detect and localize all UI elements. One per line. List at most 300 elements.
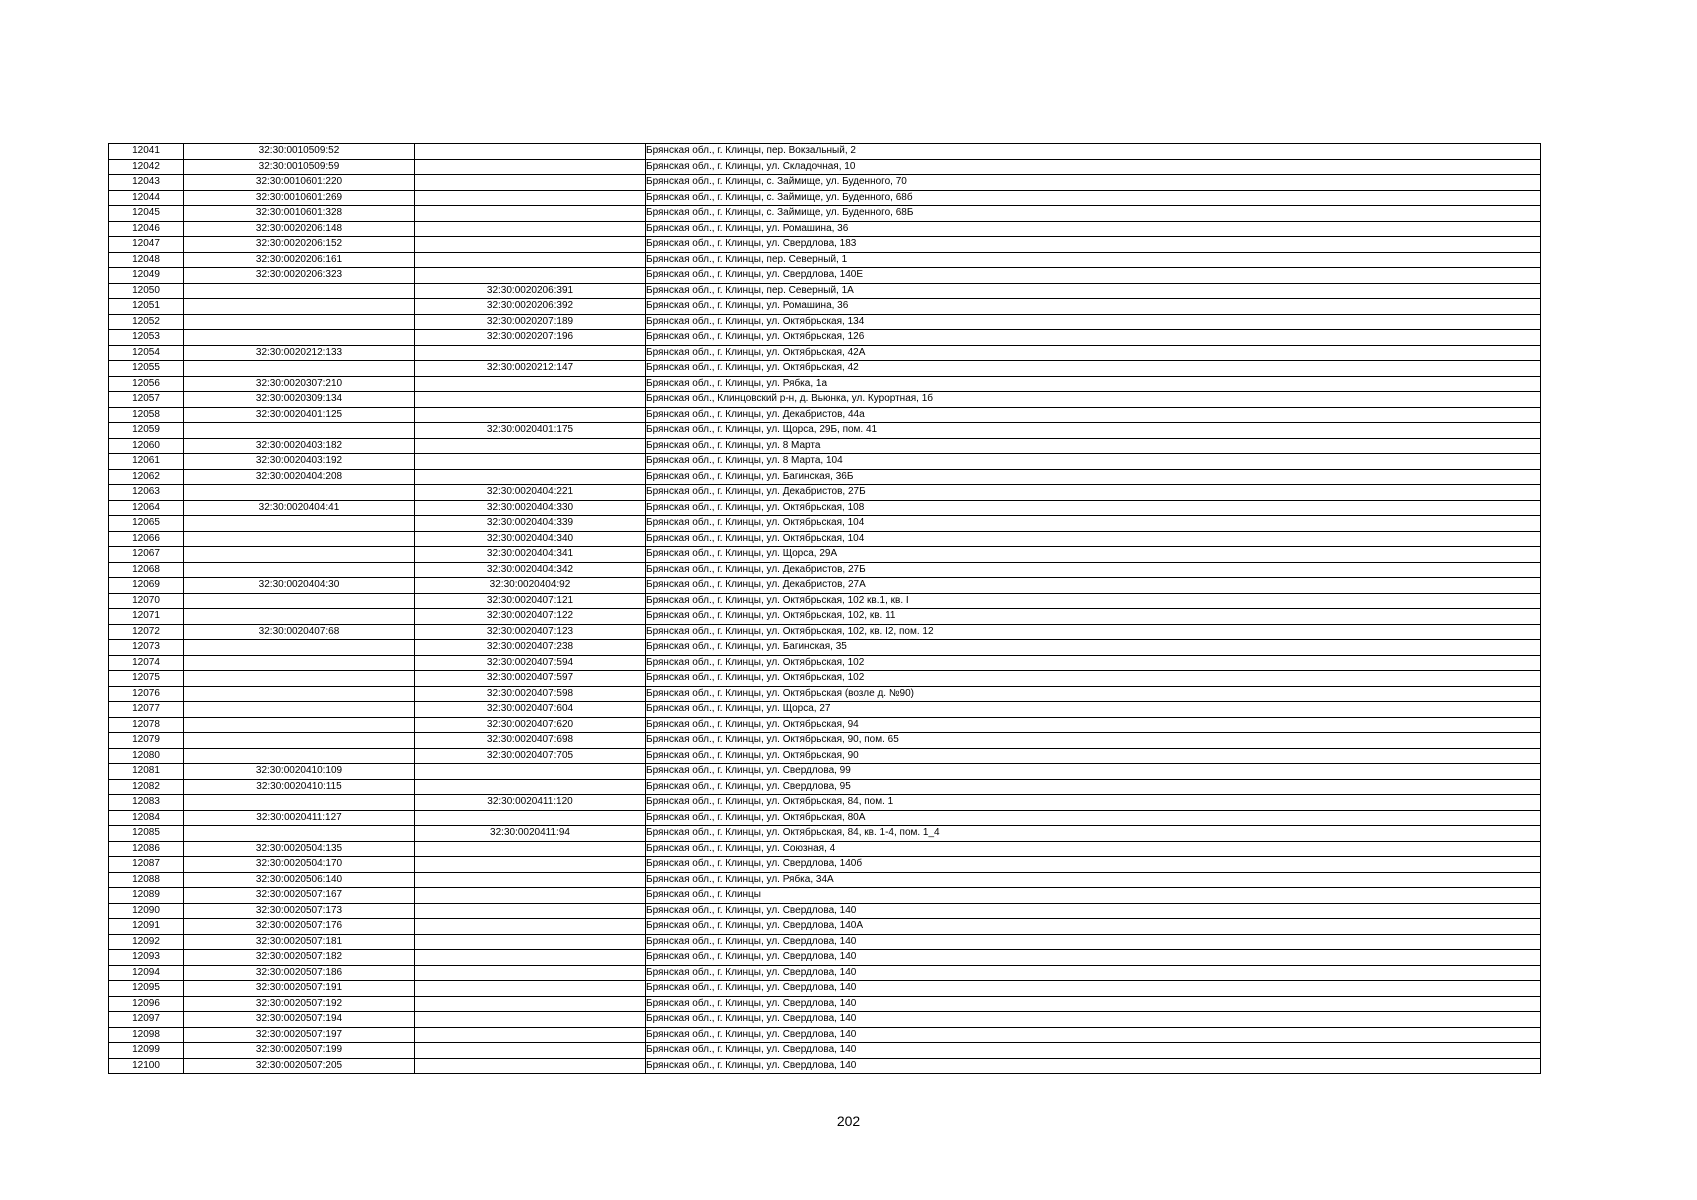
- cadastral-number-alt-cell: [415, 779, 646, 795]
- cadastral-number-alt-cell: [415, 857, 646, 873]
- address-cell: Брянская обл., г. Клинцы, ул. Багинская, 36Б: [646, 469, 1541, 485]
- table-row: [109, 516, 1541, 532]
- table-row: [109, 810, 1541, 826]
- address-cell: Брянская обл., г. Клинцы, ул. Декабристов, 27Б: [646, 562, 1541, 578]
- cadastral-number-cell: [184, 531, 415, 547]
- address-cell: Брянская обл., г. Клинцы, ул. Октябрьская, 102, кв. 11: [646, 609, 1541, 625]
- address-cell: Брянская обл., г. Клинцы, ул. Октябрьская, 90, пом. 65: [646, 733, 1541, 749]
- cadastral-number-alt-cell: [415, 206, 646, 222]
- cadastral-number-alt-cell: 32:30:0020404:221: [415, 485, 646, 501]
- table-row: [109, 857, 1541, 873]
- cadastral-number-cell: 32:30:0020507:182: [184, 950, 415, 966]
- address-cell: Брянская обл., г. Клинцы, ул. Октябрьская, 42А: [646, 345, 1541, 361]
- table-row: [109, 190, 1541, 206]
- cadastral-number-cell: 32:30:0020507:205: [184, 1058, 415, 1074]
- row-number-cell: 12056: [109, 376, 184, 392]
- row-number-cell: 12070: [109, 593, 184, 609]
- table-row: [109, 655, 1541, 671]
- cadastral-number-alt-cell: [415, 376, 646, 392]
- table-row: [109, 314, 1541, 330]
- cadastral-number-alt-cell: [415, 1027, 646, 1043]
- cadastral-number-cell: 32:30:0020507:181: [184, 934, 415, 950]
- address-cell: Брянская обл., г. Клинцы, ул. Октябрьская, 102: [646, 655, 1541, 671]
- row-number-cell: 12100: [109, 1058, 184, 1074]
- address-cell: Брянская обл., г. Клинцы, ул. Октябрьская, 42: [646, 361, 1541, 377]
- cadastral-number-cell: 32:30:0020507:191: [184, 981, 415, 997]
- cadastral-number-alt-cell: [415, 950, 646, 966]
- cadastral-number-alt-cell: [415, 407, 646, 423]
- cadastral-number-cell: 32:30:0010601:328: [184, 206, 415, 222]
- row-number-cell: 12071: [109, 609, 184, 625]
- cadastral-number-cell: 32:30:0020507:167: [184, 888, 415, 904]
- cadastral-number-alt-cell: 32:30:0020411:94: [415, 826, 646, 842]
- address-cell: Брянская обл., г. Клинцы, ул. Декабристов, 44а: [646, 407, 1541, 423]
- address-cell: Брянская обл., г. Клинцы, ул. Октябрьская, 108: [646, 500, 1541, 516]
- cadastral-number-cell: 32:30:0020404:30: [184, 578, 415, 594]
- table-row: [109, 702, 1541, 718]
- cadastral-number-cell: [184, 423, 415, 439]
- cadastral-number-alt-cell: 32:30:0020404:342: [415, 562, 646, 578]
- cadastral-number-alt-cell: 32:30:0020401:175: [415, 423, 646, 439]
- address-cell: Брянская обл., г. Клинцы, ул. Ромашина, 36: [646, 221, 1541, 237]
- cadastral-number-cell: 32:30:0010509:52: [184, 144, 415, 160]
- row-number-cell: 12042: [109, 159, 184, 175]
- row-number-cell: 12062: [109, 469, 184, 485]
- row-number-cell: 12080: [109, 748, 184, 764]
- cadastral-number-cell: 32:30:0020507:186: [184, 965, 415, 981]
- address-cell: Брянская обл., г. Клинцы, ул. Октябрьская, 102 кв.1, кв. I: [646, 593, 1541, 609]
- table-row: [109, 206, 1541, 222]
- cadastral-number-alt-cell: [415, 1012, 646, 1028]
- cadastral-number-cell: 32:30:0020404:208: [184, 469, 415, 485]
- row-number-cell: 12073: [109, 640, 184, 656]
- address-cell: Брянская обл., г. Клинцы, ул. Свердлова, 140: [646, 950, 1541, 966]
- cadastral-number-alt-cell: [415, 872, 646, 888]
- cadastral-number-alt-cell: 32:30:0020407:620: [415, 717, 646, 733]
- cadastral-number-cell: 32:30:0010601:269: [184, 190, 415, 206]
- table-row: [109, 841, 1541, 857]
- cadastral-number-cell: 32:30:0020403:182: [184, 438, 415, 454]
- cadastral-number-alt-cell: 32:30:0020407:123: [415, 624, 646, 640]
- table-row: [109, 934, 1541, 950]
- cadastral-number-cell: [184, 283, 415, 299]
- cadastral-number-cell: 32:30:0020206:152: [184, 237, 415, 253]
- address-cell: Брянская обл., г. Клинцы, ул. Свердлова, 140: [646, 996, 1541, 1012]
- table-row: [109, 268, 1541, 284]
- cadastral-number-cell: [184, 686, 415, 702]
- cadastral-number-alt-cell: [415, 1043, 646, 1059]
- address-cell: Брянская обл., г. Клинцы, ул. Октябрьская, 104: [646, 531, 1541, 547]
- cadastral-number-cell: [184, 717, 415, 733]
- cadastral-number-alt-cell: 32:30:0020407:121: [415, 593, 646, 609]
- cadastral-number-alt-cell: [415, 888, 646, 904]
- cadastral-number-cell: 32:30:0020404:41: [184, 500, 415, 516]
- cadastral-number-cell: [184, 547, 415, 563]
- row-number-cell: 12051: [109, 299, 184, 315]
- table-row: [109, 872, 1541, 888]
- property-register-table: [108, 143, 1541, 1074]
- cadastral-number-cell: 32:30:0020407:68: [184, 624, 415, 640]
- address-cell: Брянская обл., г. Клинцы, ул. Ромашина, 36: [646, 299, 1541, 315]
- cadastral-number-cell: 32:30:0020507:173: [184, 903, 415, 919]
- table-row: [109, 578, 1541, 594]
- address-cell: Брянская обл., г. Клинцы, ул. Свердлова, 140: [646, 965, 1541, 981]
- row-number-cell: 12077: [109, 702, 184, 718]
- address-cell: Брянская обл., г. Клинцы, ул. Рябка, 34А: [646, 872, 1541, 888]
- table-row: [109, 640, 1541, 656]
- row-number-cell: 12086: [109, 841, 184, 857]
- address-cell: Брянская обл., г. Клинцы, ул. Октябрьская, 102, кв. I2, пом. 12: [646, 624, 1541, 640]
- table-row: [109, 1012, 1541, 1028]
- address-cell: Брянская обл., г. Клинцы, ул. Октябрьская, 104: [646, 516, 1541, 532]
- row-number-cell: 12058: [109, 407, 184, 423]
- row-number-cell: 12054: [109, 345, 184, 361]
- cadastral-number-cell: [184, 485, 415, 501]
- cadastral-number-alt-cell: [415, 469, 646, 485]
- address-cell: Брянская обл., г. Клинцы, ул. Щорса, 29Б, пом. 41: [646, 423, 1541, 439]
- cadastral-number-alt-cell: 32:30:0020407:238: [415, 640, 646, 656]
- address-cell: Брянская обл., г. Клинцы, ул. Свердлова, 140: [646, 934, 1541, 950]
- address-cell: Брянская обл., г. Клинцы, ул. Октябрьская, 102: [646, 671, 1541, 687]
- table-row: [109, 686, 1541, 702]
- cadastral-number-cell: 32:30:0020206:323: [184, 268, 415, 284]
- row-number-cell: 12094: [109, 965, 184, 981]
- cadastral-number-alt-cell: [415, 810, 646, 826]
- row-number-cell: 12052: [109, 314, 184, 330]
- row-number-cell: 12064: [109, 500, 184, 516]
- cadastral-number-cell: [184, 671, 415, 687]
- table-row: [109, 888, 1541, 904]
- table-row: [109, 345, 1541, 361]
- row-number-cell: 12091: [109, 919, 184, 935]
- table-row: [109, 717, 1541, 733]
- cadastral-number-alt-cell: [415, 268, 646, 284]
- row-number-cell: 12072: [109, 624, 184, 640]
- table-row: [109, 485, 1541, 501]
- row-number-cell: 12083: [109, 795, 184, 811]
- row-number-cell: 12063: [109, 485, 184, 501]
- row-number-cell: 12078: [109, 717, 184, 733]
- address-cell: Брянская обл., г. Клинцы, ул. Свердлова, 140: [646, 1043, 1541, 1059]
- cadastral-number-cell: [184, 733, 415, 749]
- cadastral-number-alt-cell: 32:30:0020404:92: [415, 578, 646, 594]
- table-row: [109, 330, 1541, 346]
- table-row: [109, 1027, 1541, 1043]
- row-number-cell: 12079: [109, 733, 184, 749]
- row-number-cell: 12065: [109, 516, 184, 532]
- cadastral-number-alt-cell: 32:30:0020404:341: [415, 547, 646, 563]
- cadastral-number-alt-cell: [415, 144, 646, 160]
- row-number-cell: 12089: [109, 888, 184, 904]
- cadastral-number-alt-cell: [415, 392, 646, 408]
- address-cell: Брянская обл., г. Клинцы, ул. Октябрьская, 126: [646, 330, 1541, 346]
- cadastral-number-alt-cell: [415, 919, 646, 935]
- row-number-cell: 12076: [109, 686, 184, 702]
- address-cell: Брянская обл., г. Клинцы, ул. Щорса, 27: [646, 702, 1541, 718]
- table-row: [109, 283, 1541, 299]
- address-cell: Брянская обл., г. Клинцы, ул. Свердлова, 140: [646, 1058, 1541, 1074]
- row-number-cell: 12095: [109, 981, 184, 997]
- cadastral-number-alt-cell: [415, 237, 646, 253]
- cadastral-number-cell: 32:30:0020307:210: [184, 376, 415, 392]
- row-number-cell: 12085: [109, 826, 184, 842]
- table-row: [109, 423, 1541, 439]
- address-cell: Брянская обл., г. Клинцы, ул. Октябрьская, 80А: [646, 810, 1541, 826]
- address-cell: Брянская обл., г. Клинцы, ул. Декабристов, 27А: [646, 578, 1541, 594]
- row-number-cell: 12061: [109, 454, 184, 470]
- address-cell: Брянская обл., г. Клинцы, ул. Свердлова, 183: [646, 237, 1541, 253]
- cadastral-number-alt-cell: 32:30:0020207:189: [415, 314, 646, 330]
- cadastral-number-alt-cell: 32:30:0020411:120: [415, 795, 646, 811]
- address-cell: Брянская обл., г. Клинцы, ул. Свердлова, 140: [646, 1027, 1541, 1043]
- table-row: [109, 407, 1541, 423]
- cadastral-number-alt-cell: 32:30:0020407:594: [415, 655, 646, 671]
- cadastral-number-cell: [184, 655, 415, 671]
- cadastral-number-cell: 32:30:0020507:199: [184, 1043, 415, 1059]
- table-row: [109, 175, 1541, 191]
- table-row: [109, 547, 1541, 563]
- cadastral-number-cell: [184, 314, 415, 330]
- cadastral-number-cell: 32:30:0010601:220: [184, 175, 415, 191]
- cadastral-number-cell: 32:30:0020507:192: [184, 996, 415, 1012]
- address-cell: Брянская обл., г. Клинцы, с. Займище, ул. Буденного, 68б: [646, 190, 1541, 206]
- address-cell: Брянская обл., г. Клинцы, ул. Складочная, 10: [646, 159, 1541, 175]
- register-table-body: [109, 144, 1541, 1074]
- row-number-cell: 12067: [109, 547, 184, 563]
- row-number-cell: 12066: [109, 531, 184, 547]
- cadastral-number-alt-cell: 32:30:0020206:392: [415, 299, 646, 315]
- table-row: [109, 237, 1541, 253]
- cadastral-number-alt-cell: [415, 764, 646, 780]
- cadastral-number-alt-cell: [415, 175, 646, 191]
- row-number-cell: 12098: [109, 1027, 184, 1043]
- address-cell: Брянская обл., г. Клинцы, ул. Свердлова, 99: [646, 764, 1541, 780]
- cadastral-number-cell: [184, 516, 415, 532]
- address-cell: Брянская обл., г. Клинцы, ул. Октябрьская, 84, кв. 1-4, пом. 1_4: [646, 826, 1541, 842]
- cadastral-number-alt-cell: [415, 996, 646, 1012]
- table-row: [109, 221, 1541, 237]
- cadastral-number-alt-cell: [415, 981, 646, 997]
- table-row: [109, 438, 1541, 454]
- table-row: [109, 299, 1541, 315]
- cadastral-number-alt-cell: [415, 903, 646, 919]
- address-cell: Брянская обл., г. Клинцы, ул. Октябрьская, 134: [646, 314, 1541, 330]
- row-number-cell: 12041: [109, 144, 184, 160]
- address-cell: Брянская обл., г. Клинцы, ул. Щорса, 29А: [646, 547, 1541, 563]
- row-number-cell: 12090: [109, 903, 184, 919]
- cadastral-number-cell: 32:30:0020504:170: [184, 857, 415, 873]
- cadastral-number-cell: 32:30:0020410:115: [184, 779, 415, 795]
- cadastral-number-cell: 32:30:0020411:127: [184, 810, 415, 826]
- table-row: [109, 733, 1541, 749]
- row-number-cell: 12093: [109, 950, 184, 966]
- table-row: [109, 531, 1541, 547]
- cadastral-number-alt-cell: 32:30:0020404:330: [415, 500, 646, 516]
- cadastral-number-cell: 32:30:0020212:133: [184, 345, 415, 361]
- cadastral-number-alt-cell: [415, 841, 646, 857]
- address-cell: Брянская обл., г. Клинцы, ул. Октябрьская (возле д. №90): [646, 686, 1541, 702]
- cadastral-number-alt-cell: [415, 454, 646, 470]
- cadastral-number-cell: 32:30:0020309:134: [184, 392, 415, 408]
- cadastral-number-alt-cell: [415, 1058, 646, 1074]
- address-cell: Брянская обл., г. Клинцы, ул. Свердлова, 140Е: [646, 268, 1541, 284]
- table-row: [109, 764, 1541, 780]
- address-cell: Брянская обл., г. Клинцы, ул. Октябрьская, 84, пом. 1: [646, 795, 1541, 811]
- address-cell: Брянская обл., г. Клинцы, пер. Северный, 1А: [646, 283, 1541, 299]
- table-row: [109, 454, 1541, 470]
- row-number-cell: 12057: [109, 392, 184, 408]
- address-cell: Брянская обл., г. Клинцы, ул. Свердлова, 140А: [646, 919, 1541, 935]
- row-number-cell: 12048: [109, 252, 184, 268]
- cadastral-number-cell: [184, 562, 415, 578]
- cadastral-number-cell: 32:30:0020507:194: [184, 1012, 415, 1028]
- row-number-cell: 12068: [109, 562, 184, 578]
- address-cell: Брянская обл., г. Клинцы, ул. Свердлова, 140: [646, 903, 1541, 919]
- address-cell: Брянская обл., г. Клинцы, ул. Свердлова, 140: [646, 1012, 1541, 1028]
- address-cell: Брянская обл., г. Клинцы, ул. Свердлова, 140: [646, 981, 1541, 997]
- cadastral-number-cell: [184, 748, 415, 764]
- table-row: [109, 392, 1541, 408]
- table-row: [109, 779, 1541, 795]
- row-number-cell: 12087: [109, 857, 184, 873]
- cadastral-number-cell: 32:30:0020403:192: [184, 454, 415, 470]
- row-number-cell: 12069: [109, 578, 184, 594]
- table-row: [109, 500, 1541, 516]
- table-row: [109, 1058, 1541, 1074]
- cadastral-number-alt-cell: 32:30:0020407:698: [415, 733, 646, 749]
- cadastral-number-alt-cell: 32:30:0020207:196: [415, 330, 646, 346]
- cadastral-number-cell: 32:30:0020507:176: [184, 919, 415, 935]
- cadastral-number-cell: 32:30:0010509:59: [184, 159, 415, 175]
- row-number-cell: 12075: [109, 671, 184, 687]
- row-number-cell: 12097: [109, 1012, 184, 1028]
- cadastral-number-alt-cell: 32:30:0020404:339: [415, 516, 646, 532]
- row-number-cell: 12081: [109, 764, 184, 780]
- address-cell: Брянская обл., г. Клинцы, ул. 8 Марта: [646, 438, 1541, 454]
- table-row: [109, 795, 1541, 811]
- table-row: [109, 919, 1541, 935]
- row-number-cell: 12049: [109, 268, 184, 284]
- cadastral-number-alt-cell: [415, 345, 646, 361]
- row-number-cell: 12044: [109, 190, 184, 206]
- table-row: [109, 965, 1541, 981]
- table-row: [109, 748, 1541, 764]
- cadastral-number-alt-cell: [415, 159, 646, 175]
- row-number-cell: 12060: [109, 438, 184, 454]
- table-row: [109, 624, 1541, 640]
- row-number-cell: 12047: [109, 237, 184, 253]
- table-row: [109, 252, 1541, 268]
- address-cell: Брянская обл., г. Клинцы, ул. 8 Марта, 104: [646, 454, 1541, 470]
- cadastral-number-alt-cell: [415, 438, 646, 454]
- address-cell: Брянская обл., г. Клинцы, ул. Октябрьская, 90: [646, 748, 1541, 764]
- cadastral-number-cell: [184, 702, 415, 718]
- row-number-cell: 12046: [109, 221, 184, 237]
- cadastral-number-alt-cell: 32:30:0020206:391: [415, 283, 646, 299]
- cadastral-number-cell: [184, 299, 415, 315]
- cadastral-number-cell: [184, 361, 415, 377]
- cadastral-number-cell: 32:30:0020401:125: [184, 407, 415, 423]
- table-row: [109, 1043, 1541, 1059]
- table-row: [109, 361, 1541, 377]
- cadastral-number-alt-cell: [415, 190, 646, 206]
- address-cell: Брянская обл., г. Клинцы, ул. Октябрьская, 94: [646, 717, 1541, 733]
- cadastral-number-alt-cell: 32:30:0020407:604: [415, 702, 646, 718]
- cadastral-number-cell: 32:30:0020504:135: [184, 841, 415, 857]
- address-cell: Брянская обл., г. Клинцы, пер. Северный, 1: [646, 252, 1541, 268]
- cadastral-number-alt-cell: [415, 221, 646, 237]
- cadastral-number-cell: 32:30:0020410:109: [184, 764, 415, 780]
- address-cell: Брянская обл., г. Клинцы, с. Займище, ул. Буденного, 68Б: [646, 206, 1541, 222]
- cadastral-number-cell: 32:30:0020206:148: [184, 221, 415, 237]
- cadastral-number-cell: 32:30:0020507:197: [184, 1027, 415, 1043]
- address-cell: Брянская обл., г. Клинцы, ул. Свердлова, 140б: [646, 857, 1541, 873]
- address-cell: Брянская обл., г. Клинцы, ул. Свердлова, 95: [646, 779, 1541, 795]
- cadastral-number-cell: [184, 640, 415, 656]
- cadastral-number-alt-cell: [415, 965, 646, 981]
- row-number-cell: 12045: [109, 206, 184, 222]
- row-number-cell: 12096: [109, 996, 184, 1012]
- row-number-cell: 12050: [109, 283, 184, 299]
- table-row: [109, 562, 1541, 578]
- table-row: [109, 609, 1541, 625]
- cadastral-number-alt-cell: [415, 934, 646, 950]
- cadastral-number-alt-cell: 32:30:0020404:340: [415, 531, 646, 547]
- table-row: [109, 144, 1541, 160]
- row-number-cell: 12055: [109, 361, 184, 377]
- row-number-cell: 12092: [109, 934, 184, 950]
- table-row: [109, 593, 1541, 609]
- page-number: 202: [836, 1113, 861, 1129]
- row-number-cell: 12043: [109, 175, 184, 191]
- cadastral-number-alt-cell: 32:30:0020212:147: [415, 361, 646, 377]
- cadastral-number-alt-cell: 32:30:0020407:598: [415, 686, 646, 702]
- table-row: [109, 981, 1541, 997]
- row-number-cell: 12053: [109, 330, 184, 346]
- cadastral-number-alt-cell: [415, 252, 646, 268]
- cadastral-number-cell: [184, 826, 415, 842]
- address-cell: Брянская обл., г. Клинцы: [646, 888, 1541, 904]
- address-cell: Брянская обл., г. Клинцы, ул. Союзная, 4: [646, 841, 1541, 857]
- address-cell: Брянская обл., г. Клинцы, пер. Вокзальный, 2: [646, 144, 1541, 160]
- cadastral-number-cell: [184, 593, 415, 609]
- table-row: [109, 950, 1541, 966]
- row-number-cell: 12088: [109, 872, 184, 888]
- table-row: [109, 826, 1541, 842]
- address-cell: Брянская обл., г. Клинцы, ул. Рябка, 1а: [646, 376, 1541, 392]
- cadastral-number-cell: [184, 795, 415, 811]
- row-number-cell: 12074: [109, 655, 184, 671]
- address-cell: Брянская обл., г. Клинцы, с. Займище, ул. Буденного, 70: [646, 175, 1541, 191]
- cadastral-number-cell: [184, 609, 415, 625]
- row-number-cell: 12099: [109, 1043, 184, 1059]
- row-number-cell: 12084: [109, 810, 184, 826]
- table-row: [109, 159, 1541, 175]
- cadastral-number-cell: 32:30:0020206:161: [184, 252, 415, 268]
- table-row: [109, 671, 1541, 687]
- address-cell: Брянская обл., г. Клинцы, ул. Багинская, 35: [646, 640, 1541, 656]
- address-cell: Брянская обл., Клинцовский р-н, д. Вьюнка, ул. Курортная, 1б: [646, 392, 1541, 408]
- cadastral-number-alt-cell: 32:30:0020407:705: [415, 748, 646, 764]
- row-number-cell: 12059: [109, 423, 184, 439]
- address-cell: Брянская обл., г. Клинцы, ул. Декабристов, 27Б: [646, 485, 1541, 501]
- table-row: [109, 996, 1541, 1012]
- table-row: [109, 376, 1541, 392]
- cadastral-number-alt-cell: 32:30:0020407:122: [415, 609, 646, 625]
- cadastral-number-cell: [184, 330, 415, 346]
- row-number-cell: 12082: [109, 779, 184, 795]
- cadastral-number-cell: 32:30:0020506:140: [184, 872, 415, 888]
